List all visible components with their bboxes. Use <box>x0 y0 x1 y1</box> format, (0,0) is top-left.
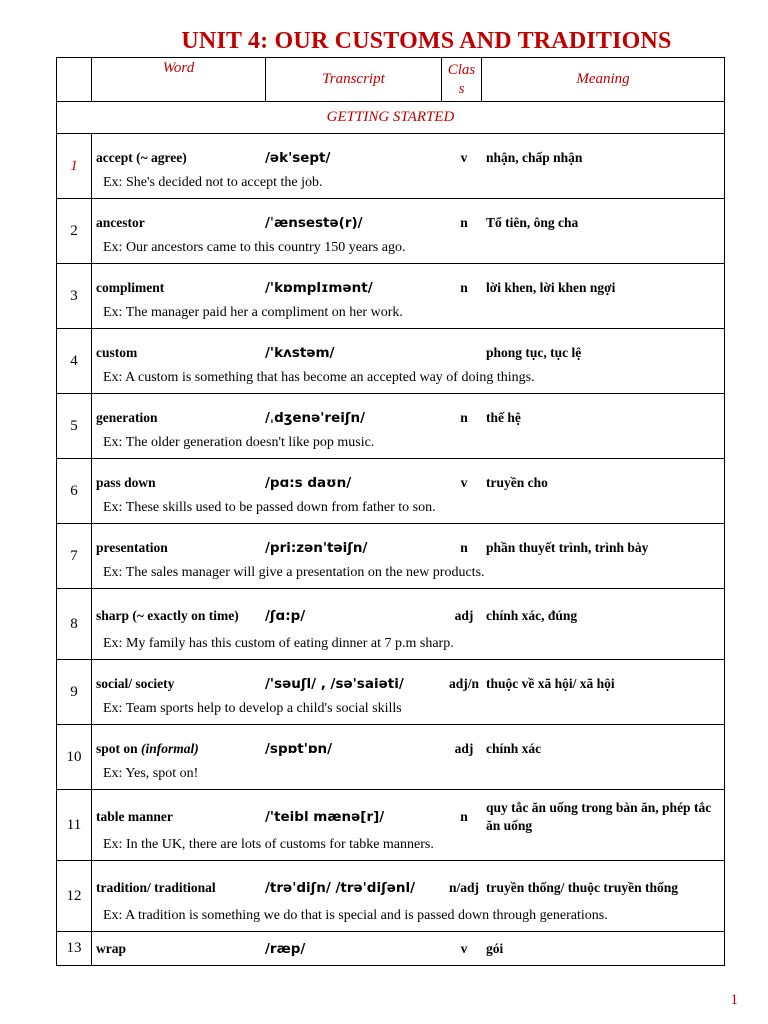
entry-example: Ex: Team sports help to develop a child's social skills <box>103 701 402 716</box>
entry-meaning: thuộc về xã hội/ xã hội <box>486 676 615 691</box>
row-number: 8 <box>57 589 92 660</box>
table-row <box>57 394 725 459</box>
entry-example: Ex: The older generation doesn't like pop music. <box>103 435 375 450</box>
entry-line <box>92 531 724 565</box>
entry-example: Ex: The manager paid her a compliment on her work. <box>103 305 403 320</box>
entry-transcript: /ʃɑ:p/ <box>265 608 306 624</box>
entry-meaning: gói <box>486 940 504 956</box>
table-row <box>57 660 725 725</box>
section-title: GETTING STARTED <box>57 102 725 134</box>
header-number-cell <box>57 58 92 102</box>
row-number: 2 <box>57 199 92 264</box>
row-number: 13 <box>57 932 92 966</box>
entry-meaning: quy tắc ăn uống trong bàn ăn, phép tắc ăn uống <box>486 800 712 833</box>
entry-cell <box>92 264 725 329</box>
entry-example: Ex: My family has this custom of eating dinner at 7 p.m sharp. <box>103 636 454 651</box>
entry-example: Ex: Our ancestors came to this country 150 years ago. <box>103 240 406 255</box>
entry-class: n <box>460 809 468 824</box>
table-row <box>57 134 725 199</box>
entry-meaning: phong tục, tục lệ <box>486 345 582 360</box>
entry-cell <box>92 524 725 589</box>
entry-word: accept (~ agree) <box>96 150 187 165</box>
entry-word-text: spot on <box>96 741 138 756</box>
row-number: 3 <box>57 264 92 329</box>
entry-meaning: nhận, chấp nhận <box>486 150 583 165</box>
entry-transcript: /ˈænsestə(r)/ <box>265 215 363 231</box>
table-row <box>57 329 725 394</box>
entry-class: n <box>460 540 468 555</box>
entry-word-note: (informal) <box>141 741 199 756</box>
row-number: 12 <box>57 861 92 932</box>
entry-line <box>92 466 724 500</box>
entry-transcript: /trə'diʃn/ /trə'diʃənl/ <box>265 880 416 896</box>
entry-meaning: truyền thống/ thuộc truyền thống <box>486 880 679 895</box>
entry-cell <box>92 459 725 524</box>
table-header-row <box>57 58 725 102</box>
entry-class: v <box>460 150 468 165</box>
entry-example: Ex: In the UK, there are lots of customs for tabke manners. <box>103 837 434 852</box>
entry-word: sharp (~ exactly on time) <box>96 608 239 623</box>
entry-word: pass down <box>96 475 156 490</box>
entry-line <box>92 596 724 636</box>
entry-word: social/ society <box>96 676 175 691</box>
entry-word: wrap <box>96 940 126 956</box>
table-row <box>57 264 725 329</box>
entry-example: Ex: The sales manager will give a presentation on the new products. <box>103 565 485 580</box>
table-row <box>57 861 725 932</box>
entry-word: custom <box>96 345 138 360</box>
entry-class: adj <box>454 741 474 756</box>
entry-word: generation <box>96 410 158 425</box>
entry-transcript: /'kɒmplɪmənt/ <box>265 280 373 296</box>
table-row <box>57 725 725 790</box>
entry-line <box>92 271 724 305</box>
entry-word: compliment <box>96 280 165 295</box>
entry-cell <box>92 861 725 932</box>
entry-cell <box>92 790 725 861</box>
entry-line <box>92 732 724 766</box>
entry-meaning: chính xác, đúng <box>486 608 578 623</box>
entry-class: v <box>460 940 468 956</box>
row-number: 1 <box>57 134 92 199</box>
entry-cell <box>92 394 725 459</box>
entry-cell <box>92 134 725 199</box>
entry-class: n <box>460 410 468 425</box>
entry-class: n <box>460 215 468 230</box>
entry-meaning: lời khen, lời khen ngợi <box>486 280 616 295</box>
header-class-bottom: s <box>458 80 465 97</box>
entry-meaning: chính xác <box>486 741 542 756</box>
entry-example: Ex: These skills used to be passed down from father to son. <box>103 500 436 515</box>
row-number: 6 <box>57 459 92 524</box>
header-transcript: Transcript <box>266 58 442 102</box>
table-row <box>57 199 725 264</box>
header-word: Word <box>92 58 266 102</box>
row-number: 5 <box>57 394 92 459</box>
entry-line <box>92 797 724 837</box>
entry-class: v <box>460 475 468 490</box>
row-number: 7 <box>57 524 92 589</box>
entry-transcript: /'səuʃl/ , /sə'saiəti/ <box>265 676 404 692</box>
entry-transcript: /ˌdʒenə'reiʃn/ <box>265 410 366 426</box>
entry-line <box>92 667 724 701</box>
entry-line <box>92 401 724 435</box>
entry-word <box>92 741 262 757</box>
document-title: UNIT 4: OUR CUSTOMS AND TRADITIONS <box>181 28 672 54</box>
entry-word: table manner <box>96 809 173 824</box>
entry-line <box>92 141 724 175</box>
entry-transcript: /pri:zən'təiʃn/ <box>265 540 368 556</box>
table-row <box>57 932 725 966</box>
entry-cell <box>92 329 725 394</box>
entry-word: presentation <box>96 540 168 555</box>
entry-class: adj/n <box>448 676 479 691</box>
entry-line <box>92 336 724 370</box>
entry-transcript: /ræp/ <box>265 940 306 957</box>
row-number: 9 <box>57 660 92 725</box>
entry-meaning: thế hệ <box>486 410 521 425</box>
entry-transcript: /spɒt'ɒn/ <box>265 741 333 757</box>
section-row <box>57 102 725 134</box>
entry-cell <box>92 660 725 725</box>
vocabulary-table <box>56 57 725 966</box>
table-row <box>57 459 725 524</box>
entry-line <box>92 206 724 240</box>
entry-class: n/adj <box>448 880 479 895</box>
entry-cell <box>92 589 725 660</box>
entry-word: ancestor <box>96 215 145 230</box>
entry-class: adj <box>454 608 474 623</box>
entry-example: Ex: A custom is something that has become an accepted way of doing things. <box>103 370 535 385</box>
entry-transcript: /ək'sept/ <box>265 150 331 166</box>
entry-class: n <box>460 280 468 295</box>
table-row <box>57 524 725 589</box>
entry-cell <box>92 725 725 790</box>
entry-cell <box>92 932 725 966</box>
page-number: 1 <box>730 992 738 1008</box>
entry-meaning: truyền cho <box>486 475 548 490</box>
header-class-top: Clas <box>447 61 476 78</box>
entry-example: Ex: A tradition is something we do that is special and is passed down through generations. <box>103 908 608 923</box>
entry-meaning: phần thuyết trình, trình bày <box>486 540 649 555</box>
header-class <box>442 58 482 102</box>
table-row <box>57 589 725 660</box>
entry-example: Ex: She's decided not to accept the job. <box>103 175 323 190</box>
entry-cell <box>92 199 725 264</box>
row-number: 11 <box>57 790 92 861</box>
entry-transcript: /'teibl mænə[r]/ <box>265 809 385 825</box>
entry-word: tradition/ traditional <box>96 880 216 895</box>
entry-example: Ex: Yes, spot on! <box>103 766 199 781</box>
entry-transcript: /'kʌstəm/ <box>265 345 335 361</box>
table-row <box>57 790 725 861</box>
entry-meaning: Tổ tiên, ông cha <box>486 215 579 230</box>
entry-line <box>92 933 724 965</box>
row-number: 10 <box>57 725 92 790</box>
entry-transcript: /pɑ:s daʊn/ <box>265 475 352 491</box>
row-number: 4 <box>57 329 92 394</box>
entry-line <box>92 868 724 908</box>
header-meaning: Meaning <box>482 58 725 102</box>
